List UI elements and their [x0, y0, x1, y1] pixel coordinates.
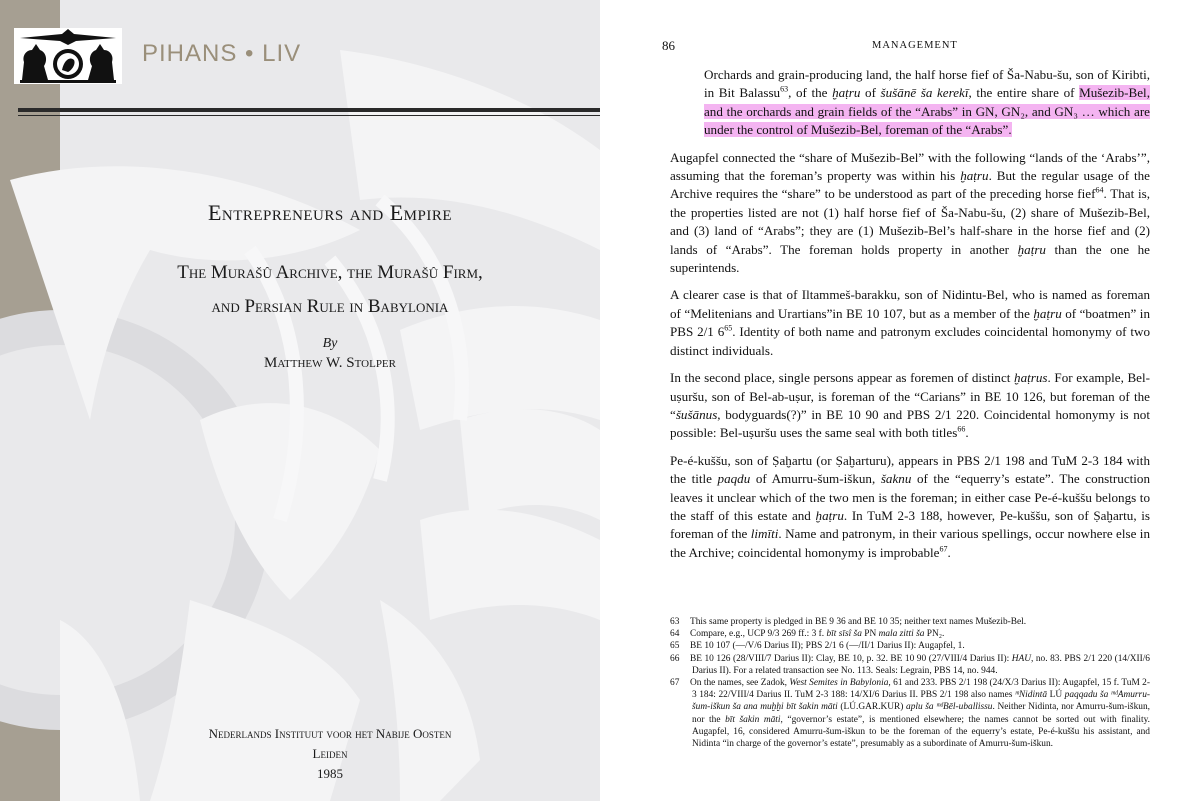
text-run: , no. 83. PBS 2/1 220 (14/XII/6 Darius II). For a related transaction see No. 113. Seals: Legrain, PBS 14, no. 944.	[692, 653, 1150, 676]
text-run: of “boatmen” in PBS 2/1 6	[670, 305, 1150, 340]
footnote-reference: 64	[1095, 186, 1104, 196]
italic-term: ḫaṭru	[815, 507, 844, 523]
cover-rule-thick	[18, 108, 600, 112]
text-run: .	[947, 544, 951, 560]
text-run: A clearer case is that of Iltammeš-barakku, son of Nidintu-Bel, who is named as foreman of “Melitenians and Urartians”in BE 10 107, but as a member of the	[670, 287, 1150, 321]
italic-term: ḫaṭrus	[1014, 370, 1048, 386]
italic-term: ḫaṭru	[960, 168, 989, 184]
book-author: Matthew W. Stolper	[263, 355, 396, 371]
italic-term: šušānē ša kerekī	[880, 85, 969, 101]
footnote	[670, 653, 1150, 677]
footnote-number: 66	[670, 653, 680, 664]
footnote	[670, 677, 1150, 750]
italic-term: mala zitti ša	[878, 629, 925, 640]
publisher-city: Leiden	[312, 746, 348, 761]
paragraph	[670, 149, 1150, 278]
text-run: On the names, see Zadok,	[690, 678, 790, 689]
text-run: . For example, Bel-uṣuršu, son of Bel-ab-uṣur, is foreman of the “Carians” in BE 10 126, but foreman of the “	[670, 370, 1150, 422]
italic-term: paqqadu ša	[1064, 690, 1109, 701]
book-subtitle-line: The Murašû Archive, the Murašû Firm,	[177, 262, 483, 283]
italic-term: šušānus	[675, 406, 718, 422]
italic-term: ᵐᵈBēl-uballissu	[936, 702, 993, 713]
block-quote	[670, 66, 1150, 140]
italic-term: šaknu	[880, 471, 912, 487]
italic-term: limīti	[750, 526, 779, 542]
text-run: than the one he superintends.	[670, 241, 1150, 276]
publisher-name: Nederlands Instituut voor het Nabije Oosten	[208, 726, 452, 741]
text-run: Augapfel connected the “share of Mušezib-Bel” with the following “lands of the ‘Arabs’”, assuming that the foreman’s property was within his	[670, 149, 1150, 184]
text-run: .	[965, 425, 969, 441]
text-run: Pe-é-kuššu, son of Ṣaḫartu (or Ṣaḫarturu), appears in PBS 2/1 198 and TuM 2-3 184 with the title	[670, 452, 1150, 487]
italic-term: ḫaṭru	[1033, 305, 1062, 321]
footnote-number: 63	[670, 617, 680, 627]
text-run: . That is, the properties listed are not (1) half horse fief of Ša-Nabu-šu, (2) share of Mušezib-Bel, and (3) land of “Arabs”; they are (1) Mušezib-Bel’s half-share in the horse fief and (2) lands of “Arabs”. The foreman holds property in another	[670, 186, 1150, 257]
text-run: , bodyguards(?)” in BE 10 90 and PBS 2/1 220. Coincidental homonymy is not possible: Bel-uṣuršu uses the same seal with both titles	[670, 406, 1150, 441]
footnote-number: 67	[670, 678, 680, 689]
book-subtitle	[60, 256, 600, 324]
italic-term: HAU	[1011, 653, 1032, 664]
page-number: 86	[662, 38, 675, 53]
footnote-reference: 67	[939, 544, 948, 554]
italic-term: paqdu	[717, 471, 751, 487]
text-run: PN	[861, 629, 879, 640]
highlighted-text: Mušezib-Bel, and the orchards and grain fields of the “Arabs” in GN, GN₂, and GN₃ … which are under the control of Mušezib-Bel, foreman of the “Arabs”.	[704, 85, 1150, 138]
paragraph	[670, 286, 1150, 360]
text-run: of Amurru-šum-iškun,	[750, 471, 881, 487]
text-run: PN₂.	[924, 629, 945, 640]
series-title: PIHANS • LIV	[142, 40, 302, 67]
text-run: (LÚ.GAR.KUR)	[837, 702, 906, 713]
italic-term: ḫaṭru	[1017, 241, 1046, 257]
italic-term: ḫaṭru	[832, 85, 861, 101]
book-page	[600, 0, 1200, 801]
pihans-emblem-icon	[14, 28, 122, 84]
book-subtitle-line: and Persian Rule in Babylonia	[211, 296, 449, 317]
footnotes	[670, 616, 1150, 750]
book-title: Entrepreneurs and Empire	[207, 200, 453, 225]
footnote-number: 64	[670, 629, 680, 640]
text-run: , 61 and 233. PBS 2/1 198 (24/X/3 Darius II): Augapfel, 15 f. TuM 2-3 184: 22/VIII/4 Darius II. TuM 2-3 188: 14/XI/6 Darius II. PBS 2/1 198 also names	[692, 678, 1150, 701]
text-run: , “governor’s estate”, is mentioned elsewhere; the names cannot be sorted out with finality. Augapfel, 16, considered Amurru-šum-iškun to be the foreman of the equerry’s estate, Pe-é-kuššu his assistant, and Nidinta “in charge of the governor’s estate”, presumably as a subordinate of Amurru-šum-iškun.	[692, 714, 1151, 750]
footnote	[670, 628, 1150, 640]
text-run: . Identity of both name and patronym excludes coincidental homonymy of two distinct individuals.	[670, 324, 1150, 358]
footnote-reference: 63	[780, 85, 789, 95]
paragraph	[670, 369, 1150, 443]
running-head: MANAGEMENT	[872, 40, 958, 51]
footnote	[670, 616, 1150, 628]
text-run: BE 10 126 (28/VIII/7 Darius II): Clay, BE 10, p. 32. BE 10 90 (27/VIII/4 Darius II):	[690, 653, 1012, 664]
text-run: , of the	[788, 85, 833, 101]
italic-term: ᵐNidintā	[1015, 690, 1048, 701]
text-run: of	[860, 85, 881, 101]
byline-by: By	[322, 336, 338, 351]
footnote	[670, 640, 1150, 652]
italic-term: West Semites in Babylonia	[789, 678, 889, 689]
paragraph	[670, 452, 1150, 562]
publication-year: 1985	[317, 766, 343, 781]
italic-term: aplu ša	[906, 702, 934, 713]
text-run: LÚ	[1047, 690, 1065, 701]
text-run: This same property is pledged in BE 9 36 and BE 10 35; neither text names Mušezib-Bel.	[690, 617, 1027, 627]
text-run: of the “equerry’s estate”. The construction leaves it unclear which of the two men is the foreman; in either case Pe-é-kuššu belongs to the staff of this estate and	[670, 471, 1150, 523]
italic-term: bīt šakin māti	[725, 714, 781, 725]
text-run: Orchards and grain-producing land, the half horse fief of Ša-Nabu-šu, son of Kiribti, in Bit Balassu	[704, 67, 1150, 101]
text-run: . Neither Nidinta, nor Amurru-šum-iškun, nor the	[692, 702, 1150, 725]
footnote-number: 65	[670, 641, 680, 652]
footnote-reference: 65	[724, 323, 733, 333]
text-run: In the second place, single persons appear as foremen of distinct	[670, 370, 1015, 386]
italic-term: ᵐᵈAmurru-šum-iškun ša ana muḫḫi bīt šakin māti	[692, 690, 1151, 713]
text-run: . Name and patronym, in their various spellings, occur nowhere else in the Archive; coincidental homonymy is improbable	[670, 526, 1150, 560]
text-run: , the entire share of	[968, 85, 1080, 101]
footnote-reference: 66	[957, 424, 966, 434]
text-run: Compare, e.g., UCP 9/3 269 ff.: 3 f.	[690, 629, 827, 640]
cover-rule-thin	[18, 115, 600, 116]
page-body	[670, 66, 1150, 571]
text-run: BE 10 107 (—/V/6 Darius II); PBS 2/1 6 (—/II/1 Darius II): Augapfel, 1.	[690, 641, 965, 652]
text-run: . In TuM 2-3 188, however, Pe-kuššu, son of Ṣaḫartu, is foreman of the	[670, 507, 1151, 542]
italic-term: bīt sīsî ša	[826, 629, 862, 640]
text-run: . But the regular usage of the Archive requires the “share” to be understood as part of the preceding horse fief	[670, 168, 1150, 202]
